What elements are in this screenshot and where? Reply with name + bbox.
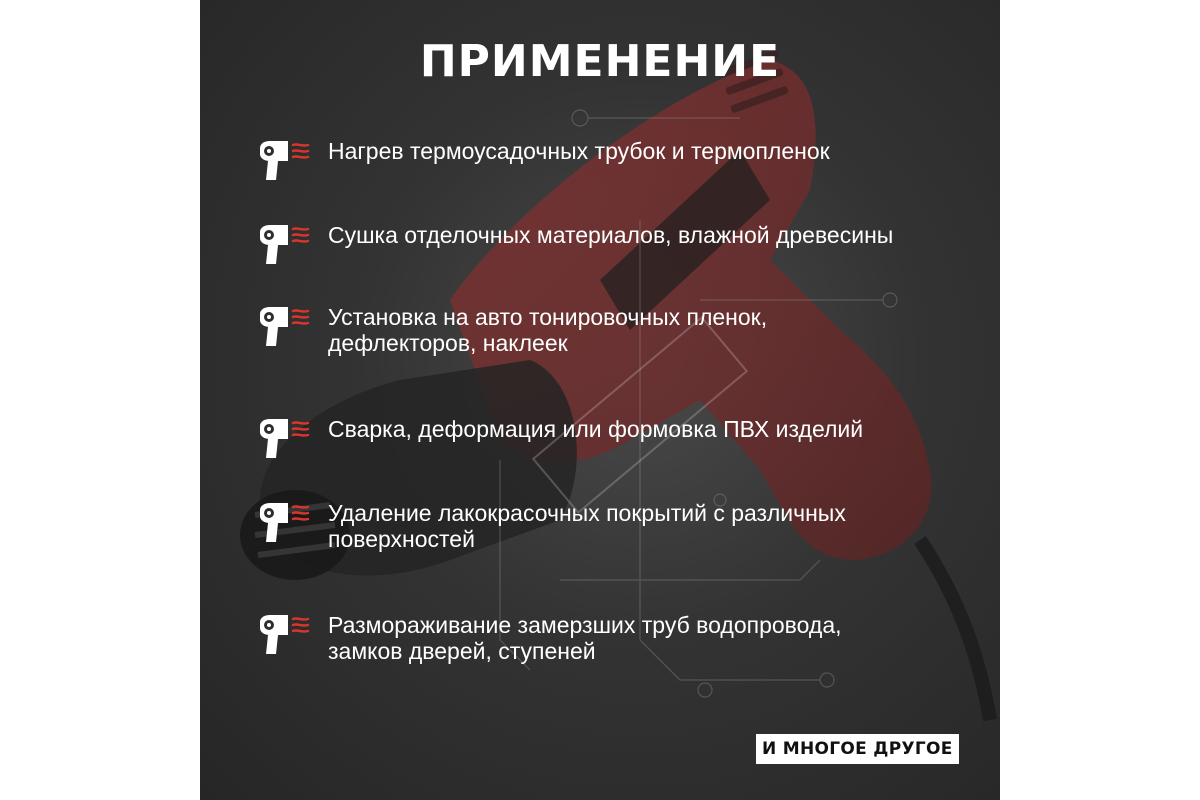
list-item [256,222,956,266]
content-panel [200,0,1000,800]
heat-gun-image [200,0,1000,800]
item-text [328,612,842,664]
item-text-line: замков дверей, ступеней [328,638,596,664]
item-text-line: Размораживание замерзших труб водопровода, [328,612,842,638]
list-item [256,416,956,460]
hair-dryer-icon [256,418,314,460]
item-text [328,500,846,552]
item-text-line: Удаление лакокрасочных покрытий с различных [328,500,846,526]
item-text-line: дефлекторов, наклеек [328,330,568,356]
list-item [256,612,956,664]
page-title: ПРИМЕНЕНИЕ [419,36,781,87]
list-item [256,138,956,182]
hair-dryer-icon [256,306,314,348]
hair-dryer-icon [256,224,314,266]
hair-dryer-icon [256,140,314,182]
item-text [328,304,767,356]
item-text-line: поверхностей [328,526,475,552]
list-item [256,500,956,552]
item-text-line: Установка на авто тонировочных пленок, [328,304,768,330]
hair-dryer-icon [256,502,314,544]
item-text: Нагрев термоусадочных трубок и термопленок [328,138,830,164]
more-badge: И МНОГОЕ ДРУГОЕ [756,734,959,764]
item-text: Сушка отделочных материалов, влажной древесины [328,222,894,248]
hair-dryer-icon [256,614,314,656]
list-item [256,304,956,356]
item-text: Сварка, деформация или формовка ПВХ изделий [328,416,864,442]
